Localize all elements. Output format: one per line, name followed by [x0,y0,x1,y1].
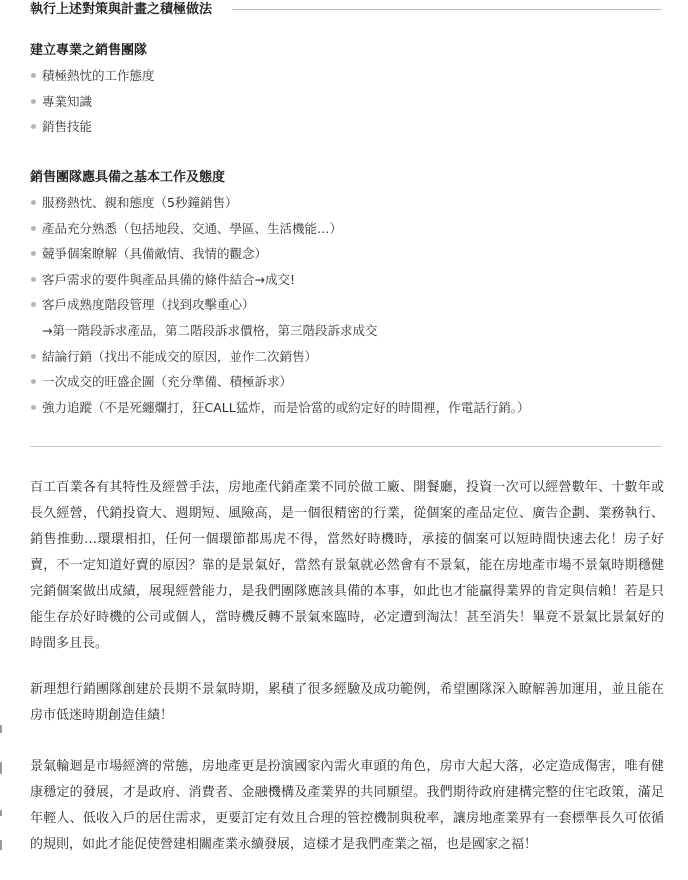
list-item: 服務熱忱、親和態度（5秒鐘銷售） [30,190,662,216]
list-item: 結論行銷（找出不能成交的原因，並作二次銷售） [30,344,662,370]
section-title: 銷售團隊應具備之基本工作及態度 [30,170,226,185]
edge-mark [0,762,2,774]
list-sub-line: →第一階段訴求產品，第二階段訴求價格，第三階段訴求成交 [42,322,378,338]
list-item: 積極熱忱的工作態度 [30,63,662,89]
list-item: 專業知識 [30,89,662,115]
section-title: 建立專業之銷售團隊 [30,43,148,58]
list-item: 強力追蹤（不是死纏爛打，狂CALL猛炸，而是恰當的或約定好的時間裡，作電話行銷。） [30,395,662,421]
list-item: 客戶需求的要件與產品具備的條件結合→成交! [30,267,662,293]
list-item: 客戶成熟度階段管理（找到攻擊重心） [30,292,662,318]
edge-mark [0,840,2,850]
body-paragraph: 百工百業各有其特性及經營手法，房地產代銷產業不同於做工廠、開餐廳，投資一次可以經營數年、十數年或長久經營，代銷投資大、週期短、風險高，是一個很精密的行業，從個案的產品定位、廣告企劃、業務執行、銷售推動…環環相扣，任何一個環節都馬虎不得，當然好時機時，承接的個案可以短時間快速去化！房子好賣，不一定知道好賣的原因？靠的是景氣好，當然有景氣就必然會有不景氣，能在房地產市場不景氣時期穩健完銷個案做出成績，展現經營能力，是我們團隊應該具備的本事，如此也才能贏得業界的肯定與信賴！若是只能生存於好時機的公司或個人，當時機反轉不景氣來臨時，必定遭到淘汰！甚至消失！畢竟不景氣比景氣好的時間多且長。 [30,480,664,651]
edge-mark [0,725,2,733]
title-rule [232,9,662,10]
list-item: 競爭個案瞭解（具備敵情、我情的觀念） [30,241,662,267]
page-title: 執行上述對策與計畫之積極做法 [30,2,213,17]
section-divider [30,446,662,447]
list-item: 銷售技能 [30,114,662,140]
list-item: 一次成交的旺盛企圖（充分準備、積極訴求） [30,369,662,395]
body-paragraph: 新理想行銷團隊創建於長期不景氣時期，累積了很多經驗及成功範例，希望團隊深入瞭解善加運用，並且能在房市低迷時期創造佳績！ [30,682,664,723]
body-paragraph: 景氣輪迴是市場經濟的常態，房地產更是扮演國家內需火車頭的角色，房市大起大落，必定造成傷害，唯有健康穩定的發展，才是政府、消費者、金融機構及產業界的共同願望。我們期待政府建構完整的住宅政策，滿足年輕人、低收入戶的居住需求，更要訂定有效且合理的管控機制與稅率，讓房地產業界有一套標準長久可依循的規則，如此才能促使營建相關產業永續發展，這樣才是我們產業之福，也是國家之福！ [30,759,664,852]
section-basic-attitude [30,166,662,420]
section-sales-team [30,39,662,140]
list-item: 產品充分熟悉（包括地段、交通、學區、生活機能…） [30,216,662,242]
edge-mark [0,810,2,816]
